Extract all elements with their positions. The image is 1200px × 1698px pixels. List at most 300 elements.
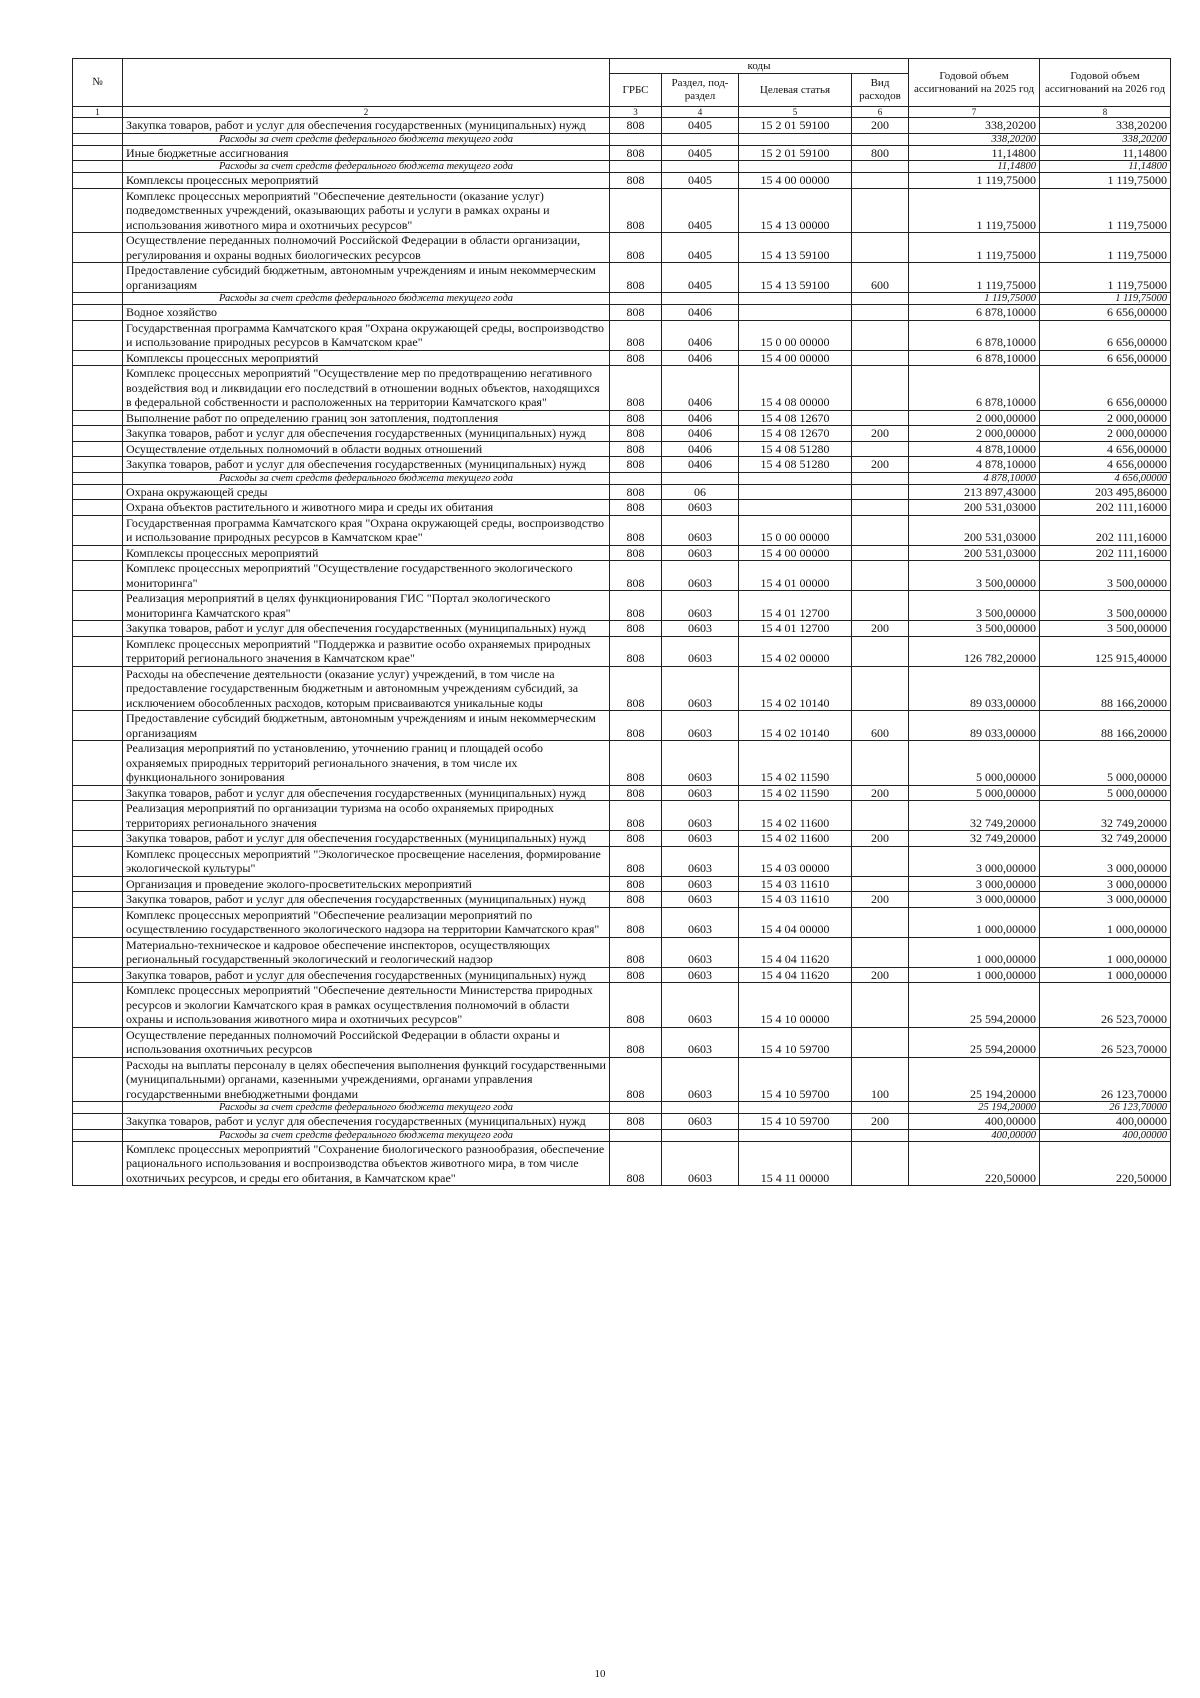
- row-grbs: 808: [610, 561, 662, 591]
- table-row: [73, 967, 1171, 983]
- row-expense-kind: [852, 350, 909, 366]
- row-amount-2026: 1 119,75000: [1040, 188, 1171, 233]
- row-amount-2026: 26 123,70000: [1040, 1057, 1171, 1102]
- row-amount-2025: 220,50000: [909, 1141, 1040, 1186]
- federal-funds-row: [73, 161, 1171, 173]
- row-description: Закупка товаров, работ и услуг для обеспечения государственных (муниципальных) нужд: [123, 892, 610, 908]
- row-expense-kind: 200: [852, 892, 909, 908]
- row-target-article: 15 4 03 00000: [739, 846, 852, 876]
- row-section: 0405: [662, 188, 739, 233]
- row-expense-kind: 800: [852, 145, 909, 161]
- row-amount-2025: 126 782,20000: [909, 636, 1040, 666]
- column-number: 7: [909, 107, 1040, 118]
- row-amount-2025: 200 531,03000: [909, 545, 1040, 561]
- row-amount-2025: 1 119,75000: [909, 188, 1040, 233]
- row-description: Комплекс процессных мероприятий "Обеспечение деятельности (оказание услуг) подведомственных учреждений, оказывающих работы и услуги в рамках охраны и использования животного мира и охотничьих ресурсов": [123, 188, 610, 233]
- row-section: 0603: [662, 876, 739, 892]
- row-grbs: [610, 1102, 662, 1114]
- row-description: Материально-техническое и кадровое обеспечение инспекторов, осуществляющих региональный государственный экологический и геологический надзор: [123, 937, 610, 967]
- table-row: [73, 500, 1171, 516]
- row-target-article: [739, 484, 852, 500]
- row-amount-2025: 400,00000: [909, 1129, 1040, 1141]
- row-description: Комплексы процессных мероприятий: [123, 173, 610, 189]
- row-num: [73, 293, 123, 305]
- row-section: 0405: [662, 263, 739, 293]
- row-section: 0603: [662, 846, 739, 876]
- row-amount-2025: 1 000,00000: [909, 907, 1040, 937]
- column-number: 8: [1040, 107, 1171, 118]
- row-num: [73, 621, 123, 637]
- table-row: [73, 666, 1171, 711]
- row-target-article: [739, 305, 852, 321]
- row-amount-2026: 11,14800: [1040, 145, 1171, 161]
- row-description: Организация и проведение эколого-просветительских мероприятий: [123, 876, 610, 892]
- row-amount-2025: 89 033,00000: [909, 666, 1040, 711]
- row-amount-2026: 3 000,00000: [1040, 876, 1171, 892]
- row-target-article: 15 4 08 12670: [739, 410, 852, 426]
- column-number: 2: [123, 107, 610, 118]
- row-grbs: 808: [610, 118, 662, 134]
- header-description: [123, 59, 610, 107]
- row-section: 0603: [662, 967, 739, 983]
- table-body: [73, 118, 1171, 1186]
- row-amount-2026: 1 000,00000: [1040, 937, 1171, 967]
- header-section: Раздел, под-раздел: [662, 74, 739, 107]
- page-number: 10: [594, 1668, 606, 1680]
- table-row: [73, 366, 1171, 411]
- row-num: [73, 983, 123, 1028]
- row-num: [73, 937, 123, 967]
- row-amount-2026: 5 000,00000: [1040, 785, 1171, 801]
- row-amount-2026: 2 000,00000: [1040, 410, 1171, 426]
- row-section: 0603: [662, 711, 739, 741]
- row-expense-kind: 600: [852, 711, 909, 741]
- row-amount-2026: 1 119,75000: [1040, 263, 1171, 293]
- column-number: 5: [739, 107, 852, 118]
- header-grbs: ГРБС: [610, 74, 662, 107]
- row-amount-2025: 1 000,00000: [909, 967, 1040, 983]
- row-amount-2026: 1 119,75000: [1040, 293, 1171, 305]
- row-grbs: 808: [610, 937, 662, 967]
- row-num: [73, 591, 123, 621]
- row-expense-kind: [852, 133, 909, 145]
- row-grbs: 808: [610, 515, 662, 545]
- row-section: 0406: [662, 441, 739, 457]
- row-amount-2025: 25 194,20000: [909, 1057, 1040, 1102]
- row-expense-kind: [852, 666, 909, 711]
- row-target-article: 15 2 01 59100: [739, 145, 852, 161]
- row-expense-kind: 200: [852, 785, 909, 801]
- row-grbs: 808: [610, 983, 662, 1028]
- row-section: 0405: [662, 233, 739, 263]
- row-amount-2026: 400,00000: [1040, 1129, 1171, 1141]
- row-amount-2026: 26 523,70000: [1040, 983, 1171, 1028]
- row-target-article: [739, 133, 852, 145]
- row-target-article: 15 4 03 11610: [739, 876, 852, 892]
- row-target-article: 15 4 08 12670: [739, 426, 852, 442]
- row-description: Расходы за счет средств федерального бюджета текущего года: [123, 293, 610, 305]
- row-amount-2025: 2 000,00000: [909, 426, 1040, 442]
- row-amount-2025: 32 749,20000: [909, 801, 1040, 831]
- row-grbs: 808: [610, 785, 662, 801]
- federal-funds-row: [73, 293, 1171, 305]
- row-num: [73, 801, 123, 831]
- row-amount-2025: 338,20200: [909, 118, 1040, 134]
- row-amount-2026: 338,20200: [1040, 133, 1171, 145]
- column-number: 1: [73, 107, 123, 118]
- row-expense-kind: 200: [852, 967, 909, 983]
- row-description: Комплекс процессных мероприятий "Обеспечение реализации мероприятий по осуществлению государственного экологического надзора на территории Камчатского края": [123, 907, 610, 937]
- row-amount-2025: 1 119,75000: [909, 263, 1040, 293]
- row-amount-2026: 11,14800: [1040, 161, 1171, 173]
- row-expense-kind: [852, 441, 909, 457]
- row-amount-2026: 6 656,00000: [1040, 350, 1171, 366]
- row-section: 0603: [662, 801, 739, 831]
- row-num: [73, 133, 123, 145]
- row-target-article: 15 4 13 59100: [739, 263, 852, 293]
- row-grbs: 808: [610, 441, 662, 457]
- row-expense-kind: 200: [852, 426, 909, 442]
- row-expense-kind: [852, 983, 909, 1028]
- row-grbs: 808: [610, 711, 662, 741]
- row-section: 0405: [662, 118, 739, 134]
- row-grbs: 808: [610, 173, 662, 189]
- row-grbs: [610, 133, 662, 145]
- row-num: [73, 831, 123, 847]
- row-amount-2025: 4 878,10000: [909, 441, 1040, 457]
- row-section: 0603: [662, 666, 739, 711]
- row-section: 0405: [662, 145, 739, 161]
- row-description: Комплекс процессных мероприятий "Осуществление мер по предотвращению негативного воздействия вод и ликвидации его последствий в отношении водных объектов, находящихся в федеральной собственности и расположенных на территории Камчатского края": [123, 366, 610, 411]
- row-description: Водное хозяйство: [123, 305, 610, 321]
- row-num: [73, 500, 123, 516]
- federal-funds-row: [73, 1129, 1171, 1141]
- row-description: Реализация мероприятий по установлению, уточнению границ и площадей особо охраняемых природных территорий регионального значения, в том числе их функционального зонирования: [123, 741, 610, 786]
- row-expense-kind: [852, 515, 909, 545]
- row-amount-2026: 202 111,16000: [1040, 545, 1171, 561]
- row-description: Комплекс процессных мероприятий "Осуществление государственного экологического мониторинга": [123, 561, 610, 591]
- row-target-article: 15 4 13 59100: [739, 233, 852, 263]
- row-amount-2025: 4 878,10000: [909, 457, 1040, 473]
- row-amount-2026: 5 000,00000: [1040, 741, 1171, 786]
- row-target-article: [739, 500, 852, 516]
- row-amount-2025: 1 119,75000: [909, 233, 1040, 263]
- row-section: 0603: [662, 937, 739, 967]
- row-description: Закупка товаров, работ и услуг для обеспечения государственных (муниципальных) нужд: [123, 1114, 610, 1130]
- table-row: [73, 711, 1171, 741]
- row-num: [73, 263, 123, 293]
- row-amount-2026: 4 656,00000: [1040, 441, 1171, 457]
- row-num: [73, 145, 123, 161]
- row-target-article: 15 4 03 11610: [739, 892, 852, 908]
- row-target-article: 15 4 02 00000: [739, 636, 852, 666]
- table-row: [73, 305, 1171, 321]
- row-target-article: 15 4 08 51280: [739, 457, 852, 473]
- table-row: [73, 937, 1171, 967]
- row-amount-2025: 5 000,00000: [909, 741, 1040, 786]
- row-section: 0603: [662, 621, 739, 637]
- row-grbs: 808: [610, 457, 662, 473]
- row-num: [73, 161, 123, 173]
- row-num: [73, 366, 123, 411]
- row-num: [73, 173, 123, 189]
- row-expense-kind: [852, 741, 909, 786]
- row-num: [73, 711, 123, 741]
- row-description: Государственная программа Камчатского края "Охрана окружающей среды, воспроизводство и использование природных ресурсов в Камчатском крае": [123, 320, 610, 350]
- row-num: [73, 410, 123, 426]
- table-row: [73, 233, 1171, 263]
- row-num: [73, 118, 123, 134]
- row-target-article: 15 4 02 10140: [739, 666, 852, 711]
- row-num: [73, 846, 123, 876]
- row-grbs: [610, 293, 662, 305]
- row-grbs: 808: [610, 366, 662, 411]
- row-amount-2025: 89 033,00000: [909, 711, 1040, 741]
- row-target-article: 15 4 02 11600: [739, 801, 852, 831]
- row-grbs: 808: [610, 892, 662, 908]
- row-description: Комплекс процессных мероприятий "Экологическое просвещение населения, формирование экологической культуры": [123, 846, 610, 876]
- row-amount-2025: 11,14800: [909, 145, 1040, 161]
- table-row: [73, 515, 1171, 545]
- table-row: [73, 320, 1171, 350]
- table-row: [73, 892, 1171, 908]
- row-amount-2026: 1 000,00000: [1040, 907, 1171, 937]
- row-section: 0603: [662, 545, 739, 561]
- row-section: 0406: [662, 410, 739, 426]
- row-amount-2026: 6 656,00000: [1040, 320, 1171, 350]
- table-row: [73, 145, 1171, 161]
- table-row: [73, 907, 1171, 937]
- row-amount-2026: 220,50000: [1040, 1141, 1171, 1186]
- row-grbs: 808: [610, 500, 662, 516]
- row-amount-2025: 3 500,00000: [909, 621, 1040, 637]
- row-expense-kind: [852, 484, 909, 500]
- row-amount-2026: 3 500,00000: [1040, 591, 1171, 621]
- row-description: Расходы на выплаты персоналу в целях обеспечения выполнения функций государственными (муниципальными) органами, казенными учреждениями, органами управления государственными внебюджетными фондами: [123, 1057, 610, 1102]
- row-expense-kind: 200: [852, 1114, 909, 1130]
- column-number: 3: [610, 107, 662, 118]
- table-row: [73, 785, 1171, 801]
- row-grbs: 808: [610, 1141, 662, 1186]
- row-target-article: 15 4 08 00000: [739, 366, 852, 411]
- header-kind: Вид расходов: [852, 74, 909, 107]
- row-section: [662, 293, 739, 305]
- row-num: [73, 426, 123, 442]
- row-amount-2025: 200 531,03000: [909, 515, 1040, 545]
- row-grbs: 808: [610, 145, 662, 161]
- row-num: [73, 545, 123, 561]
- header-target: Целевая статья: [739, 74, 852, 107]
- row-num: [73, 1141, 123, 1186]
- row-expense-kind: [852, 636, 909, 666]
- header-2025: Годовой объем ассигнований на 2025 год: [909, 59, 1040, 107]
- table-row: [73, 350, 1171, 366]
- row-amount-2026: 3 500,00000: [1040, 561, 1171, 591]
- row-expense-kind: [852, 801, 909, 831]
- row-section: 0603: [662, 500, 739, 516]
- table-row: [73, 591, 1171, 621]
- row-section: [662, 472, 739, 484]
- row-num: [73, 967, 123, 983]
- row-expense-kind: [852, 173, 909, 189]
- row-description: Комплекс процессных мероприятий "Обеспечение деятельности Министерства природных ресурсов и экологии Камчатского края в рамках осуществления полномочий в области охраны и использования животного мира и охотничьих ресурсов": [123, 983, 610, 1028]
- table-row: [73, 484, 1171, 500]
- row-expense-kind: [852, 500, 909, 516]
- row-expense-kind: [852, 188, 909, 233]
- row-expense-kind: [852, 305, 909, 321]
- row-section: 0406: [662, 350, 739, 366]
- federal-funds-row: [73, 133, 1171, 145]
- row-description: Расходы на обеспечение деятельности (оказание услуг) учреждений, в том числе на предоставление государственным бюджетным и автономным учреждениям субсидий, за исключением обособленных расходов, которым присваиваются уникальные коды: [123, 666, 610, 711]
- table-row: [73, 561, 1171, 591]
- row-target-article: [739, 472, 852, 484]
- row-target-article: 15 2 01 59100: [739, 118, 852, 134]
- row-grbs: 808: [610, 967, 662, 983]
- row-expense-kind: 200: [852, 457, 909, 473]
- header-row-1: [73, 59, 1171, 74]
- row-target-article: 15 4 02 11600: [739, 831, 852, 847]
- row-description: Расходы за счет средств федерального бюджета текущего года: [123, 472, 610, 484]
- row-target-article: [739, 1102, 852, 1114]
- row-description: Закупка товаров, работ и услуг для обеспечения государственных (муниципальных) нужд: [123, 967, 610, 983]
- row-section: 0603: [662, 831, 739, 847]
- row-num: [73, 305, 123, 321]
- row-description: Закупка товаров, работ и услуг для обеспечения государственных (муниципальных) нужд: [123, 426, 610, 442]
- row-description: Государственная программа Камчатского края "Охрана окружающей среды, воспроизводство и использование природных ресурсов в Камчатском крае": [123, 515, 610, 545]
- row-amount-2026: 6 656,00000: [1040, 305, 1171, 321]
- row-amount-2025: 32 749,20000: [909, 831, 1040, 847]
- row-amount-2025: 3 000,00000: [909, 876, 1040, 892]
- row-section: 0406: [662, 426, 739, 442]
- row-amount-2025: 11,14800: [909, 161, 1040, 173]
- row-grbs: 808: [610, 846, 662, 876]
- row-section: 0603: [662, 983, 739, 1028]
- row-target-article: 15 0 00 00000: [739, 320, 852, 350]
- row-expense-kind: 200: [852, 118, 909, 134]
- row-amount-2026: 400,00000: [1040, 1114, 1171, 1130]
- row-grbs: 808: [610, 876, 662, 892]
- row-grbs: [610, 161, 662, 173]
- row-expense-kind: [852, 561, 909, 591]
- row-amount-2025: 400,00000: [909, 1114, 1040, 1130]
- row-grbs: 808: [610, 801, 662, 831]
- table-row: [73, 621, 1171, 637]
- row-grbs: 808: [610, 1057, 662, 1102]
- row-expense-kind: 600: [852, 263, 909, 293]
- row-description: Выполнение работ по определению границ зон затопления, подтопления: [123, 410, 610, 426]
- row-amount-2026: 32 749,20000: [1040, 831, 1171, 847]
- row-grbs: 808: [610, 1027, 662, 1057]
- row-grbs: 808: [610, 1114, 662, 1130]
- row-grbs: 808: [610, 233, 662, 263]
- row-amount-2025: 3 500,00000: [909, 561, 1040, 591]
- row-target-article: 15 4 02 11590: [739, 741, 852, 786]
- table-row: [73, 1141, 1171, 1186]
- row-expense-kind: [852, 161, 909, 173]
- row-description: Осуществление переданных полномочий Российской Федерации в области охраны и использования охотничьих ресурсов: [123, 1027, 610, 1057]
- table-row: [73, 636, 1171, 666]
- table-row: [73, 188, 1171, 233]
- row-num: [73, 320, 123, 350]
- budget-table-sheet: [72, 58, 1170, 1186]
- row-expense-kind: [852, 846, 909, 876]
- row-target-article: 15 4 10 59700: [739, 1057, 852, 1102]
- row-target-article: 15 4 10 59700: [739, 1114, 852, 1130]
- column-number: 4: [662, 107, 739, 118]
- row-grbs: 808: [610, 426, 662, 442]
- budget-table: [72, 58, 1171, 1186]
- row-section: 0406: [662, 305, 739, 321]
- row-section: 0603: [662, 636, 739, 666]
- row-target-article: 15 4 10 59700: [739, 1027, 852, 1057]
- row-description: Реализация мероприятий по организации туризма на особо охраняемых природных территориях регионального значения: [123, 801, 610, 831]
- row-target-article: 15 4 00 00000: [739, 173, 852, 189]
- table-row: [73, 173, 1171, 189]
- row-amount-2025: 3 500,00000: [909, 591, 1040, 621]
- row-amount-2025: 25 594,20000: [909, 983, 1040, 1028]
- federal-funds-row: [73, 472, 1171, 484]
- table-row: [73, 983, 1171, 1028]
- row-description: Расходы за счет средств федерального бюджета текущего года: [123, 1102, 610, 1114]
- row-description: Осуществление отдельных полномочий в области водных отношений: [123, 441, 610, 457]
- row-expense-kind: [852, 472, 909, 484]
- row-expense-kind: [852, 591, 909, 621]
- row-amount-2025: 338,20200: [909, 133, 1040, 145]
- row-num: [73, 484, 123, 500]
- header-num: №: [73, 59, 123, 107]
- row-amount-2026: 3 000,00000: [1040, 846, 1171, 876]
- row-section: 0405: [662, 173, 739, 189]
- row-description: Расходы за счет средств федерального бюджета текущего года: [123, 161, 610, 173]
- row-amount-2026: 3 000,00000: [1040, 892, 1171, 908]
- row-expense-kind: [852, 320, 909, 350]
- row-target-article: 15 4 01 12700: [739, 621, 852, 637]
- row-num: [73, 1027, 123, 1057]
- row-amount-2026: 1 000,00000: [1040, 967, 1171, 983]
- row-expense-kind: [852, 907, 909, 937]
- row-target-article: [739, 293, 852, 305]
- row-description: Закупка товаров, работ и услуг для обеспечения государственных (муниципальных) нужд: [123, 785, 610, 801]
- row-grbs: 808: [610, 320, 662, 350]
- column-number-row: [73, 107, 1171, 118]
- row-expense-kind: [852, 366, 909, 411]
- table-row: [73, 1114, 1171, 1130]
- table-row: [73, 426, 1171, 442]
- row-section: 0603: [662, 1057, 739, 1102]
- row-description: Комплексы процессных мероприятий: [123, 545, 610, 561]
- row-target-article: 15 4 04 00000: [739, 907, 852, 937]
- row-amount-2025: 2 000,00000: [909, 410, 1040, 426]
- row-num: [73, 636, 123, 666]
- table-row: [73, 876, 1171, 892]
- row-grbs: [610, 472, 662, 484]
- table-row: [73, 1027, 1171, 1057]
- row-amount-2025: 6 878,10000: [909, 305, 1040, 321]
- row-description: Реализация мероприятий в целях функционирования ГИС "Портал экологического мониторинга Камчатского края": [123, 591, 610, 621]
- row-description: Закупка товаров, работ и услуг для обеспечения государственных (муниципальных) нужд: [123, 457, 610, 473]
- row-grbs: 808: [610, 636, 662, 666]
- table-row: [73, 846, 1171, 876]
- row-amount-2025: 4 878,10000: [909, 472, 1040, 484]
- row-grbs: [610, 1129, 662, 1141]
- table-row: [73, 410, 1171, 426]
- row-grbs: 808: [610, 545, 662, 561]
- row-section: 0603: [662, 741, 739, 786]
- row-amount-2025: 3 000,00000: [909, 846, 1040, 876]
- row-description: Комплекс процессных мероприятий "Поддержка и развитие особо охраняемых природных территорий регионального значения в Камчатском крае": [123, 636, 610, 666]
- row-section: 0603: [662, 515, 739, 545]
- row-expense-kind: [852, 1141, 909, 1186]
